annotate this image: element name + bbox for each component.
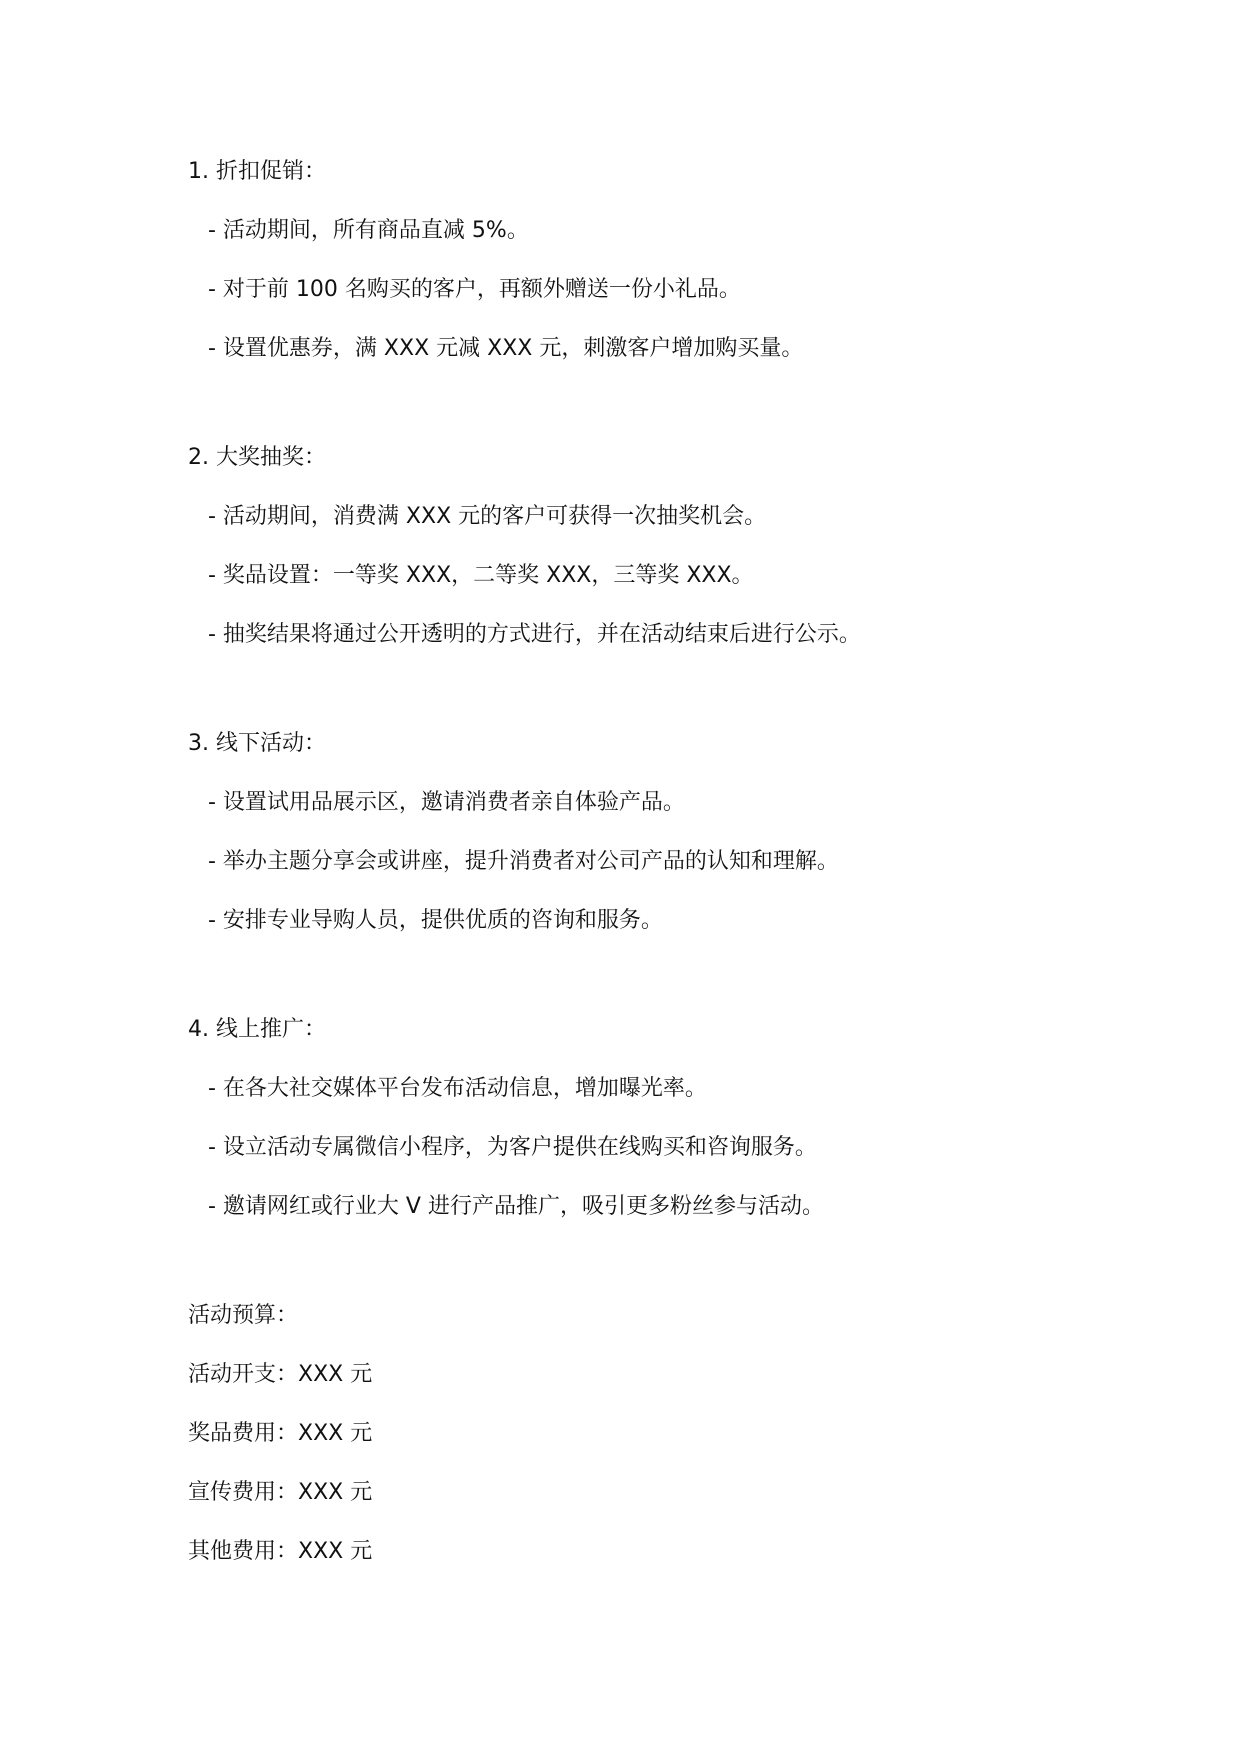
list-item: - 设立活动专属微信小程序，为客户提供在线购买和咨询服务。	[208, 1135, 817, 1160]
budget-title: 活动预算：	[188, 1303, 299, 1328]
list-item: - 在各大社交媒体平台发布活动信息，增加曝光率。	[208, 1076, 707, 1101]
list-item: - 设置试用品展示区，邀请消费者亲自体验产品。	[208, 790, 685, 815]
list-item: - 活动期间，所有商品直减 5%。	[208, 218, 529, 243]
budget-item: 活动开支：XXX 元	[188, 1362, 373, 1387]
budget-item: 奖品费用：XXX 元	[188, 1421, 373, 1446]
section-heading: 3. 线下活动：	[188, 731, 326, 756]
list-item: - 活动期间，消费满 XXX 元的客户可获得一次抽奖机会。	[208, 504, 767, 529]
list-item: - 对于前 100 名购买的客户，再额外赠送一份小礼品。	[208, 277, 741, 302]
list-item: - 奖品设置：一等奖 XXX，二等奖 XXX，三等奖 XXX。	[208, 563, 754, 588]
section-heading: 4. 线上推广：	[188, 1017, 326, 1042]
budget-item: 其他费用：XXX 元	[188, 1539, 373, 1564]
list-item: - 设置优惠券，满 XXX 元减 XXX 元，刺激客户增加购买量。	[208, 336, 804, 361]
section-heading: 1. 折扣促销：	[188, 159, 326, 184]
list-item: - 举办主题分享会或讲座，提升消费者对公司产品的认知和理解。	[208, 849, 839, 874]
section-heading: 2. 大奖抽奖：	[188, 445, 326, 470]
list-item: - 抽奖结果将通过公开透明的方式进行，并在活动结束后进行公示。	[208, 622, 861, 647]
list-item: - 邀请网红或行业大 V 进行产品推广，吸引更多粉丝参与活动。	[208, 1194, 824, 1219]
list-item: - 安排专业导购人员，提供优质的咨询和服务。	[208, 908, 663, 933]
budget-item: 宣传费用：XXX 元	[188, 1480, 373, 1505]
